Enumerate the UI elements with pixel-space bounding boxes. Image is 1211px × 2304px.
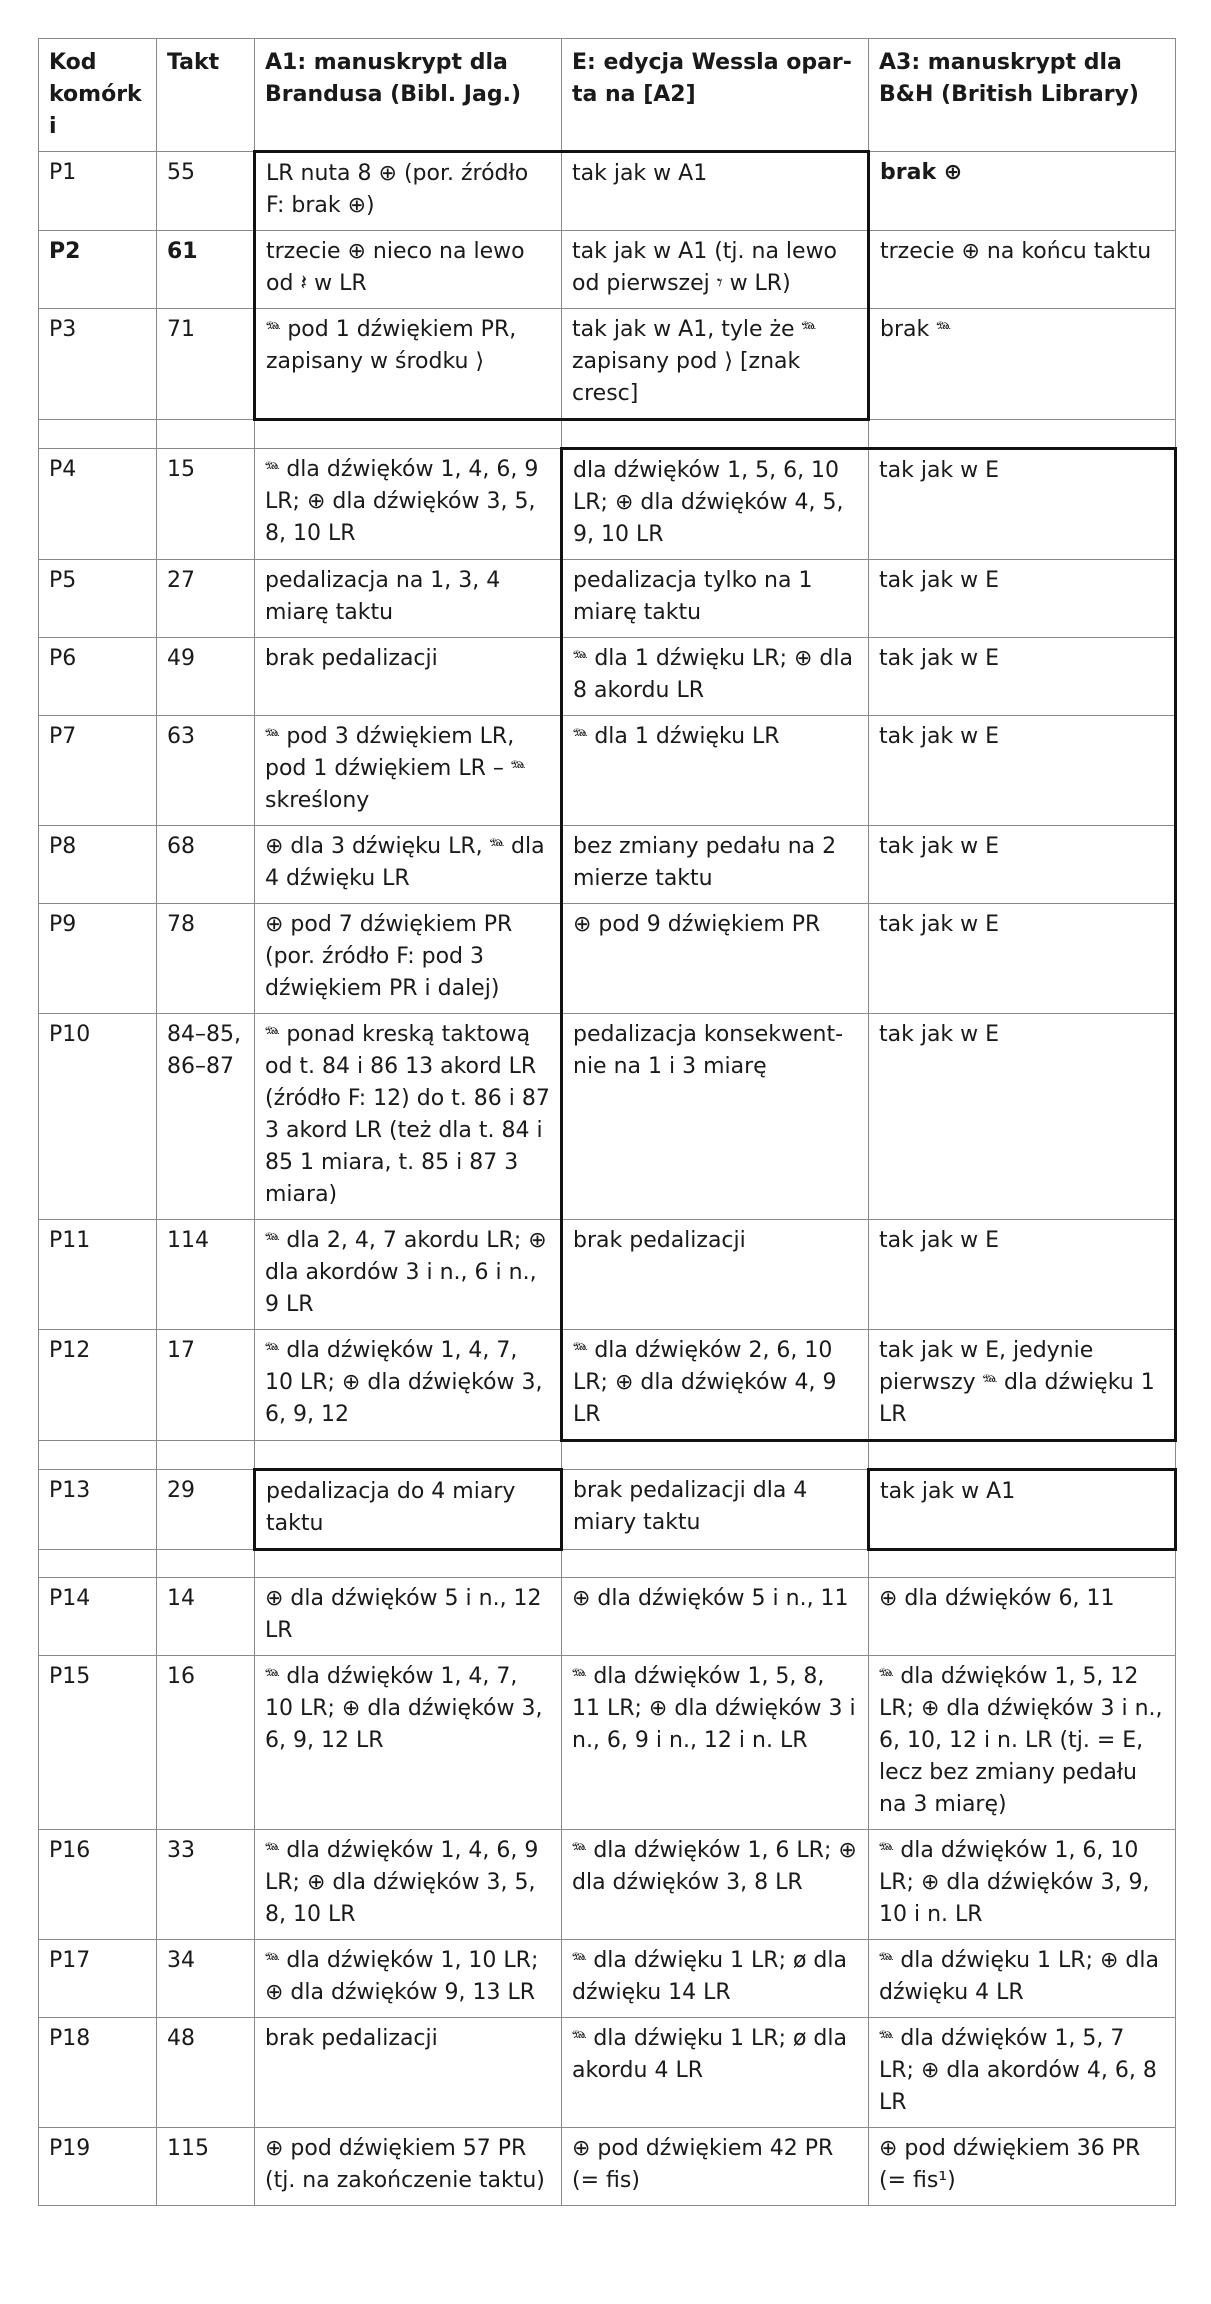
cell-code: P14 <box>39 1578 157 1656</box>
cell-a3: tak jak w E <box>869 449 1176 560</box>
header-e: E: edycja Wessla oparta na [A2] <box>562 39 869 152</box>
cell-a1: pedalizacja do 4 miary taktu <box>255 1470 562 1550</box>
cell-takt: 27 <box>157 560 255 638</box>
cell-a3: tak jak w E <box>869 638 1176 716</box>
cell-a3: 𝆮 dla dźwięku 1 LR; ⊕ dla dźwięku 4 LR <box>869 1940 1176 2018</box>
cell-takt: 16 <box>157 1656 255 1830</box>
cell-e: brak pedalizacji <box>562 1220 869 1330</box>
cell-a3: 𝆮 dla dźwięków 1, 5, 12 LR; ⊕ dla dźwięków 3 i n., 6, 10, 12 i n. LR (tj. = E, lecz bez zmiany pedału na 3 miarę) <box>869 1656 1176 1830</box>
cell-e: tak jak w A1 <box>562 152 869 231</box>
cell-a3: 𝆮 dla dźwięków 1, 5, 7 LR; ⊕ dla akordów 4, 6, 8 LR <box>869 2018 1176 2128</box>
header-takt: Takt <box>157 39 255 152</box>
cell-code: P6 <box>39 638 157 716</box>
cell-e: ⊕ pod 9 dźwiękiem PR <box>562 904 869 1014</box>
cell-code: P4 <box>39 449 157 560</box>
table-row <box>39 152 1176 231</box>
cell-a3: tak jak w E <box>869 904 1176 1014</box>
cell-a1: 𝆮 ponad kreską taktową od t. 84 i 86 13 akord LR (źródło F: 12) do t. 86 i 87 3 akord LR (też dla t. 84 i 85 1 miara, t. 85 i 87 3 miara) <box>255 1014 562 1220</box>
cell-takt: 55 <box>157 152 255 231</box>
cell-a1: brak pedalizacji <box>255 638 562 716</box>
cell-e: 𝆮 dla dźwięku 1 LR; ø dla akordu 4 LR <box>562 2018 869 2128</box>
cell-a1: 𝆮 dla dźwięków 1, 4, 6, 9 LR; ⊕ dla dźwięków 3, 5, 8, 10 LR <box>255 449 562 560</box>
cell-e: 𝆮 dla 1 dźwięku LR <box>562 716 869 826</box>
cell-a1: brak pedalizacji <box>255 2018 562 2128</box>
table-row <box>39 1830 1176 1940</box>
table-row <box>39 1014 1176 1220</box>
table-row <box>39 904 1176 1014</box>
cell-e: bez zmiany pedału na 2 mierze taktu <box>562 826 869 904</box>
cell-code: P13 <box>39 1470 157 1550</box>
table-row <box>39 1656 1176 1830</box>
cell-a1: ⊕ pod dźwiękiem 57 PR (tj. na zakończenie taktu) <box>255 2128 562 2206</box>
cell-e: pedalizacja konsekwentnie na 1 i 3 miarę <box>562 1014 869 1220</box>
header-a3: A3: manuskrypt dla B&H (British Library) <box>869 39 1176 152</box>
table-row <box>39 1940 1176 2018</box>
cell-a1: ⊕ dla dźwięków 5 i n., 12 LR <box>255 1578 562 1656</box>
cell-code: P15 <box>39 1656 157 1830</box>
table-row <box>39 1578 1176 1656</box>
cell-e: tak jak w A1, tyle że 𝆮 zapisany pod ⟩ [znak cresc] <box>562 309 869 420</box>
cell-e: tak jak w A1 (tj. na lewo od pierwszej 𝄾 w LR) <box>562 231 869 309</box>
cell-e: ⊕ dla dźwięków 5 i n., 11 <box>562 1578 869 1656</box>
table-row <box>39 1330 1176 1441</box>
cell-a1: 𝆮 pod 1 dźwiękiem PR, zapisany w środku ⟩ <box>255 309 562 420</box>
table-row <box>39 1220 1176 1330</box>
cell-e: 𝆮 dla 1 dźwięku LR; ⊕ dla 8 akordu LR <box>562 638 869 716</box>
cell-a1: 𝆮 pod 3 dźwiękiem LR, pod 1 dźwiękiem LR – 𝆮 skreślony <box>255 716 562 826</box>
cell-takt: 68 <box>157 826 255 904</box>
cell-takt: 33 <box>157 1830 255 1940</box>
cell-a3: tak jak w E <box>869 1220 1176 1330</box>
table-header-row <box>39 39 1176 152</box>
cell-a1: LR nuta 8 ⊕ (por. źródło F: brak ⊕) <box>255 152 562 231</box>
cell-a1: trzecie ⊕ nieco na lewo od 𝄽 w LR <box>255 231 562 309</box>
cell-a1: 𝆮 dla dźwięków 1, 4, 6, 9 LR; ⊕ dla dźwięków 3, 5, 8, 10 LR <box>255 1830 562 1940</box>
cell-a1: 𝆮 dla dźwięków 1, 4, 7, 10 LR; ⊕ dla dźwięków 3, 6, 9, 12 LR <box>255 1656 562 1830</box>
cell-a3: brak 𝆮 <box>869 309 1176 420</box>
cell-a3: tak jak w E <box>869 826 1176 904</box>
cell-code: P19 <box>39 2128 157 2206</box>
cell-code: P5 <box>39 560 157 638</box>
cell-takt: 29 <box>157 1470 255 1550</box>
cell-e: 𝆮 dla dźwięków 1, 6 LR; ⊕ dla dźwięków 3, 8 LR <box>562 1830 869 1940</box>
cell-takt: 84–85, 86–87 <box>157 1014 255 1220</box>
spacer-row <box>39 420 1176 449</box>
cell-takt: 115 <box>157 2128 255 2206</box>
cell-takt: 114 <box>157 1220 255 1330</box>
cell-takt: 49 <box>157 638 255 716</box>
cell-code: P3 <box>39 309 157 420</box>
table-row <box>39 231 1176 309</box>
cell-e: ⊕ pod dźwiękiem 42 PR (= fis) <box>562 2128 869 2206</box>
cell-takt: 63 <box>157 716 255 826</box>
cell-takt: 48 <box>157 2018 255 2128</box>
spacer-row <box>39 1550 1176 1578</box>
cell-a3: tak jak w E <box>869 1014 1176 1220</box>
cell-e: brak pedalizacji dla 4 miary taktu <box>562 1470 869 1550</box>
cell-a3: brak ⊕ <box>869 152 1176 231</box>
cell-code: P12 <box>39 1330 157 1441</box>
cell-a3: ⊕ dla dźwięków 6, 11 <box>869 1578 1176 1656</box>
table-row <box>39 2018 1176 2128</box>
table-row <box>39 826 1176 904</box>
sources-comparison-table <box>38 38 1177 2206</box>
cell-takt: 15 <box>157 449 255 560</box>
cell-takt: 17 <box>157 1330 255 1441</box>
cell-e: 𝆮 dla dźwięków 1, 5, 8, 11 LR; ⊕ dla dźwięków 3 i n., 6, 9 i n., 12 i n. LR <box>562 1656 869 1830</box>
cell-a1: pedalizacja na 1, 3, 4 miarę taktu <box>255 560 562 638</box>
table-row <box>39 2128 1176 2206</box>
header-code: Kod komórki <box>39 39 157 152</box>
cell-a3: trzecie ⊕ na końcu taktu <box>869 231 1176 309</box>
table-row <box>39 449 1176 560</box>
spacer-row <box>39 1441 1176 1470</box>
cell-a3: tak jak w A1 <box>869 1470 1176 1550</box>
cell-takt: 61 <box>157 231 255 309</box>
cell-a1: 𝆮 dla dźwięków 1, 10 LR; ⊕ dla dźwięków 9, 13 LR <box>255 1940 562 2018</box>
cell-a1: ⊕ pod 7 dźwiękiem PR (por. źródło F: pod 3 dźwiękiem PR i dalej) <box>255 904 562 1014</box>
cell-e: dla dźwięków 1, 5, 6, 10 LR; ⊕ dla dźwięków 4, 5, 9, 10 LR <box>562 449 869 560</box>
cell-code: P10 <box>39 1014 157 1220</box>
cell-takt: 78 <box>157 904 255 1014</box>
cell-takt: 14 <box>157 1578 255 1656</box>
cell-code: P2 <box>39 231 157 309</box>
cell-a3: tak jak w E <box>869 716 1176 826</box>
cell-code: P18 <box>39 2018 157 2128</box>
cell-a3: 𝆮 dla dźwięków 1, 6, 10 LR; ⊕ dla dźwięków 3, 9, 10 i n. LR <box>869 1830 1176 1940</box>
cell-takt: 71 <box>157 309 255 420</box>
cell-takt: 34 <box>157 1940 255 2018</box>
cell-a3: tak jak w E <box>869 560 1176 638</box>
table-row <box>39 638 1176 716</box>
cell-a3: tak jak w E, jedynie pierwszy 𝆮 dla dźwięku 1 LR <box>869 1330 1176 1441</box>
cell-a3: ⊕ pod dźwiękiem 36 PR (= fis¹) <box>869 2128 1176 2206</box>
cell-code: P1 <box>39 152 157 231</box>
cell-a1: ⊕ dla 3 dźwięku LR, 𝆮 dla 4 dźwięku LR <box>255 826 562 904</box>
cell-e: 𝆮 dla dźwięku 1 LR; ø dla dźwięku 14 LR <box>562 1940 869 2018</box>
cell-e: 𝆮 dla dźwięków 2, 6, 10 LR; ⊕ dla dźwięków 4, 9 LR <box>562 1330 869 1441</box>
table-row <box>39 716 1176 826</box>
cell-code: P8 <box>39 826 157 904</box>
cell-code: P11 <box>39 1220 157 1330</box>
header-a1: A1: manuskrypt dla Brandusa (Bibl. Jag.) <box>255 39 562 152</box>
cell-code: P16 <box>39 1830 157 1940</box>
cell-code: P7 <box>39 716 157 826</box>
cell-a1: 𝆮 dla 2, 4, 7 akordu LR; ⊕ dla akordów 3 i n., 6 i n., 9 LR <box>255 1220 562 1330</box>
table-row <box>39 560 1176 638</box>
cell-e: pedalizacja tylko na 1 miarę taktu <box>562 560 869 638</box>
table-row <box>39 1470 1176 1550</box>
cell-code: P17 <box>39 1940 157 2018</box>
cell-a1: 𝆮 dla dźwięków 1, 4, 7, 10 LR; ⊕ dla dźwięków 3, 6, 9, 12 <box>255 1330 562 1441</box>
table-row <box>39 309 1176 420</box>
cell-code: P9 <box>39 904 157 1014</box>
